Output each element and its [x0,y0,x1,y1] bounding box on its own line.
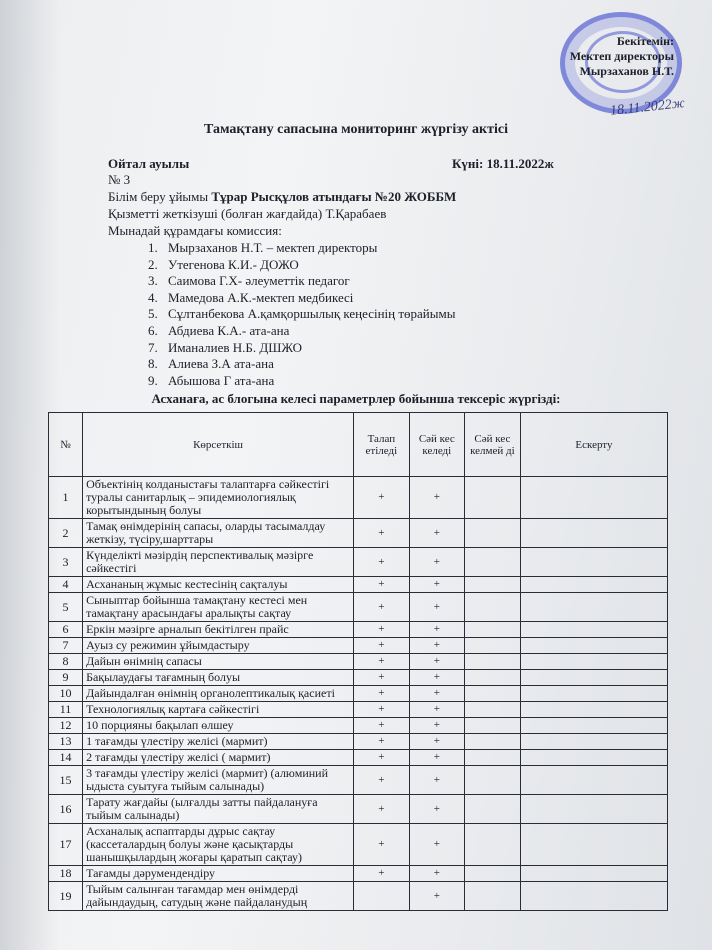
table-row [49,519,668,548]
supplier-line: Қызметті жеткізуші (болған жағдайда) Т.Қарабаев [108,206,387,221]
commission-members-list [148,240,455,389]
row-number: 12 [49,718,83,734]
table-row [49,702,668,718]
row-compliant-mark: + [409,824,464,866]
row-required-mark: + [354,622,410,638]
row-indicator: Дайын өнімнің сапасы [83,654,354,670]
row-number: 10 [49,686,83,702]
row-number: 19 [49,882,83,911]
row-noncompliant-mark [464,795,520,824]
header-number: № [49,413,83,477]
row-noncompliant-mark [464,519,520,548]
inspection-table [48,412,668,911]
commission-member: 1. Мырзаханов Н.Т. – мектеп директоры [148,240,378,255]
row-number: 5 [49,593,83,622]
row-compliant-mark: + [409,593,464,622]
row-noncompliant-mark [464,686,520,702]
row-required-mark: + [354,718,410,734]
row-compliant-mark: + [409,734,464,750]
row-note [520,638,667,654]
row-compliant-mark: + [409,750,464,766]
row-noncompliant-mark [464,622,520,638]
row-note [520,795,667,824]
row-required-mark: + [354,702,410,718]
row-indicator: Асхананың жұмыс кестесінің сақталуы [83,577,354,593]
document-number: № 3 [108,172,131,187]
row-number: 9 [49,670,83,686]
commission-member: 9. Абышова Г ата-ана [148,372,275,388]
row-compliant-mark: + [409,766,464,795]
handwritten-signature: 18.11.2022ж [609,96,686,119]
row-noncompliant-mark [464,702,520,718]
row-note [520,702,667,718]
commission-member: 6. Абдиева К.А.- ата-ана [148,322,290,338]
commission-member: 3. Саимова Г.Х- әлеуметтік педагог [148,273,350,289]
row-number: 13 [49,734,83,750]
table-row [49,824,668,866]
row-number: 1 [49,477,83,519]
header-compliant: Сәй кес келеді [409,413,464,477]
row-noncompliant-mark [464,824,520,866]
row-number: 11 [49,702,83,718]
row-note [520,734,667,750]
row-compliant-mark: + [409,577,464,593]
document-title: Тамақтану сапасына мониторинг жүргізу актісі [204,122,508,137]
row-required-mark: + [354,638,410,654]
row-noncompliant-mark [464,654,520,670]
row-indicator: 3 тағамды үлестіру желісі (мармит) (алюминий ыдыста суытуға тыйым салынады) [83,766,354,795]
row-required-mark [354,882,410,911]
school-prefix: Білім беру ұйымы [108,189,212,204]
row-required-mark: + [354,654,410,670]
row-number: 18 [49,866,83,882]
row-noncompliant-mark [464,882,520,911]
row-required-mark: + [354,519,410,548]
table-row [49,654,668,670]
row-indicator: Дайындалған өнімнің органолептикалық қасиеті [83,686,354,702]
row-compliant-mark: + [409,702,464,718]
row-required-mark: + [354,734,410,750]
approval-block [570,34,674,79]
row-noncompliant-mark [464,718,520,734]
row-number: 6 [49,622,83,638]
row-compliant-mark: + [409,622,464,638]
row-compliant-mark: + [409,795,464,824]
row-note [520,577,667,593]
header-required: Талап етіледі [354,413,410,477]
table-row [49,670,668,686]
school-line [108,189,456,205]
row-number: 14 [49,750,83,766]
table-row [49,477,668,519]
row-indicator: Сыныптар бойынша тамақтану кестесі мен тамақтану арасындағы аралықты сақтау [83,593,354,622]
row-note [520,824,667,866]
row-noncompliant-mark [464,577,520,593]
row-required-mark: + [354,593,410,622]
row-indicator: Тыйым салынған тағамдар мен өнімдерді дайындаудың, сатудың және пайдаланудың [83,882,354,911]
commission-member: 8. Алиева З.А ата-ана [148,356,274,372]
row-compliant-mark: + [409,686,464,702]
row-indicator: Күнделікті мәзірдің перспективалық мәзірге сәйкестігі [83,548,354,577]
row-indicator: 10 порцияны бақылап өлшеу [83,718,354,734]
row-note [520,686,667,702]
approval-line-2: Мектеп директоры [569,49,674,63]
row-note [520,718,667,734]
row-note [520,654,667,670]
commission-intro: Мынадай құрамдағы комиссия: [108,223,282,238]
row-note [520,670,667,686]
table-row [49,766,668,795]
row-note [520,477,667,519]
village-label: Ойтал ауылы [108,156,190,171]
commission-member: 2. Утегенова К.И.- ДОЖО [148,256,299,272]
row-note [520,882,667,911]
header-note: Ескерту [520,413,667,477]
row-required-mark: + [354,795,410,824]
table-row [49,593,668,622]
row-noncompliant-mark [464,477,520,519]
row-noncompliant-mark [464,766,520,795]
row-required-mark: + [354,477,410,519]
row-note [520,750,667,766]
row-indicator: Асханалық аспаптарды дұрыс сақтау (кассеталардың болуы және қасықтарды шанышқылардың жоғары қаратып сақтау) [83,824,354,866]
row-note [520,548,667,577]
row-indicator: Тарату жағдайы (ылғалды затты пайдалануға тыйым салынады) [83,795,354,824]
row-indicator: Ауыз су режимин ұйымдастыру [83,638,354,654]
row-number: 15 [49,766,83,795]
table-row [49,638,668,654]
table-row [49,718,668,734]
table-row [49,548,668,577]
row-noncompliant-mark [464,734,520,750]
row-compliant-mark: + [409,519,464,548]
row-required-mark: + [354,670,410,686]
row-compliant-mark: + [409,548,464,577]
row-noncompliant-mark [464,670,520,686]
row-noncompliant-mark [464,593,520,622]
table-row [49,750,668,766]
row-required-mark: + [354,686,410,702]
row-indicator: Еркін мәзірге арналып бекітілген прайс [83,622,354,638]
row-number: 8 [49,654,83,670]
row-required-mark: + [354,548,410,577]
row-compliant-mark: + [409,866,464,882]
row-indicator: 2 тағамды үлестіру желісі ( мармит) [83,750,354,766]
approval-line-1: Бекітемін: [616,34,674,48]
row-required-mark: + [354,824,410,866]
row-required-mark: + [354,866,410,882]
row-number: 4 [49,577,83,593]
row-noncompliant-mark [464,548,520,577]
table-row [49,686,668,702]
row-indicator: Объектінің колданыстағы талаптарға сәйкестігі туралы санитарлық – эпидемиологиялық корытындының болуы [83,477,354,519]
row-compliant-mark: + [409,477,464,519]
row-compliant-mark: + [409,670,464,686]
row-required-mark: + [354,750,410,766]
commission-member: 4. Мамедова А.К.-мектеп медбикесі [148,289,354,305]
row-noncompliant-mark [464,638,520,654]
row-indicator: Тағамды дәрумендендіру [83,866,354,882]
table-row [49,734,668,750]
row-required-mark: + [354,766,410,795]
approval-line-3: Мырзаханов Н.Т. [579,64,674,78]
row-compliant-mark: + [409,638,464,654]
commission-member: 5. Сұлтанбекова А.қамқоршылық кеңесінің төрайымы [148,306,456,322]
row-required-mark: + [354,577,410,593]
row-compliant-mark: + [409,718,464,734]
inspection-title: Асханаға, ас блогына келесі параметрлер бойынша тексеріс жүргізді: [151,391,561,406]
row-number: 3 [49,548,83,577]
row-indicator: Технологиялық картаға сәйкестігі [83,702,354,718]
row-indicator: 1 тағамды үлестіру желісі (мармит) [83,734,354,750]
row-indicator: Тамақ өнімдерінің сапасы, оларды тасымалдау жеткізу, түсіру,шарттары [83,519,354,548]
row-number: 2 [49,519,83,548]
school-name: Тұрар Рысқұлов атындағы №20 ЖОББМ [211,189,457,204]
row-noncompliant-mark [464,750,520,766]
row-note [520,622,667,638]
table-row [49,577,668,593]
row-indicator: Бақылаудағы тағамның болуы [83,670,354,686]
row-compliant-mark: + [409,654,464,670]
date-label: Күні: 18.11.2022ж [452,156,554,171]
table-row [49,795,668,824]
row-number: 16 [49,795,83,824]
row-note [520,866,667,882]
row-noncompliant-mark [464,866,520,882]
table-row [49,866,668,882]
row-compliant-mark: + [409,882,464,911]
row-number: 7 [49,638,83,654]
table-row [49,882,668,911]
header-indicator: Көрсеткіш [83,413,354,477]
row-note [520,593,667,622]
commission-member: 7. Иманалиев Н.Б. ДШЖО [148,339,303,355]
header-noncompliant: Сәй кес келмей ді [464,413,520,477]
row-number: 17 [49,824,83,866]
row-note [520,519,667,548]
table-row [49,622,668,638]
row-note [520,766,667,795]
